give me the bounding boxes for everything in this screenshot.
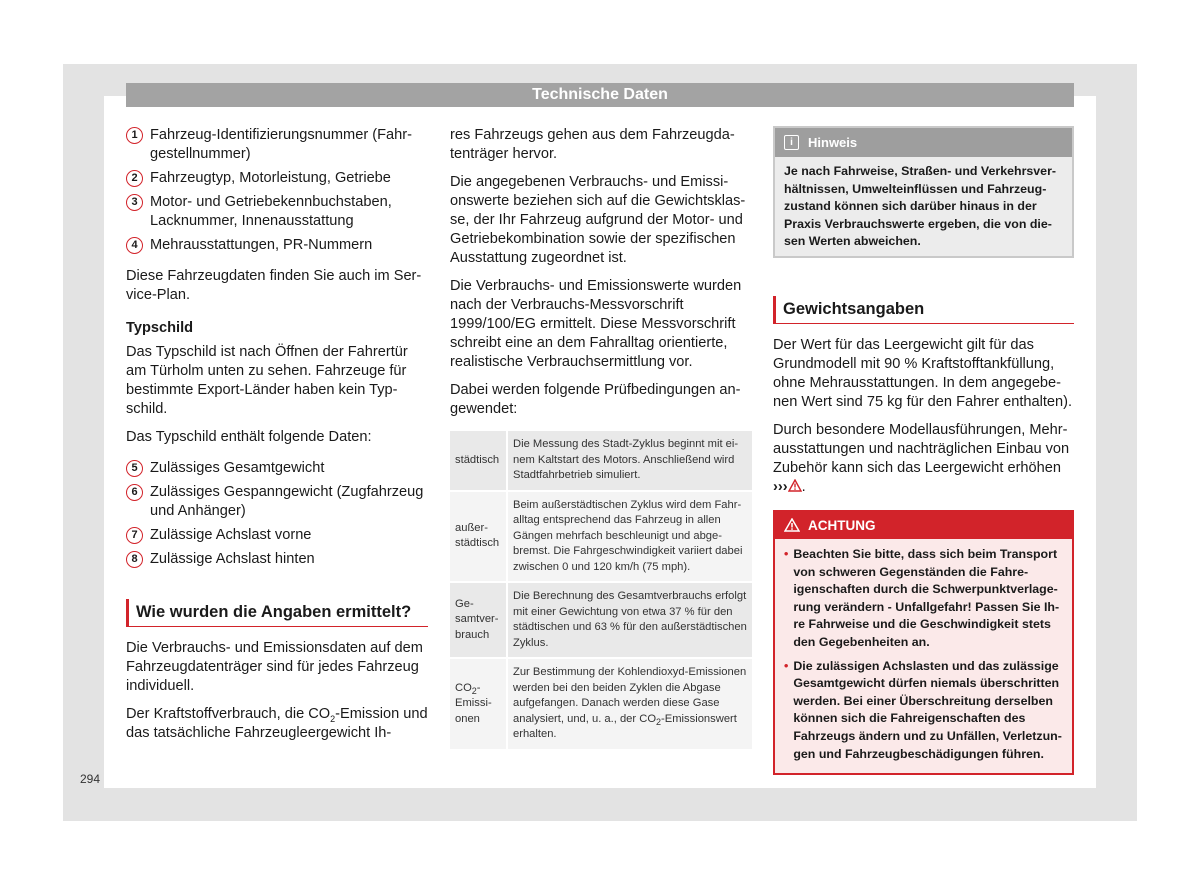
text-run: Durch besondere Modellausführungen, Mehrausstattungen und nachträglichen Einbau von Zubehör kann sich das Leergewicht erhöhen (773, 421, 1070, 476)
table-cell-value: Die Berechnung des Gesamtverbrauchs erfolgt mit einer Gewichtung von etwa 37 % für den städtischen und 63 % für den außerstädtischen Zyklus. (508, 583, 752, 657)
table-cell-key: außerstädtisch (450, 492, 508, 582)
list-item-text: Zulässige Achslast hinten (150, 551, 315, 567)
note-box (773, 126, 1074, 258)
cross-reference-arrows[interactable]: ››› (773, 478, 788, 495)
numbered-list-vin (126, 126, 428, 255)
list-item (126, 483, 428, 521)
service-plan-paragraph: Diese Fahrzeugdaten finden Sie auch im Service-Plan. (126, 268, 422, 303)
bullet-dot: • (784, 658, 789, 673)
chapter-header: Technische Daten (126, 83, 1074, 107)
callout-number: 3 (126, 194, 143, 211)
text-run: Der Kraftstoffverbrauch, die CO (126, 706, 331, 722)
text-run: -Emission und das tatsächliche Fahrzeugleergewicht Ih- (126, 706, 428, 741)
text-run: Zur Bestimmung der Kohlendioxyd-Emissionen werden bei den beiden Zyklen die Abgase aufgefangen. Danach werden diese Gase analysiert, und, u. a., der CO (513, 666, 747, 725)
text-run: . (801, 478, 806, 495)
table-cell-key (450, 659, 508, 749)
paragraph: Die Verbrauchs- und Emissionswerte wurden nach der Verbrauchs-Messvorschrift 1999/100/EG ermittelt. Diese Messvorschrift schreibt eine an dem Fahralltag orientierte, realistische Verbrauchsermittlung vor. (450, 278, 742, 370)
subscript: 2 (471, 685, 477, 696)
table-cell-value: Beim außerstädtischen Zyklus wird dem Fahralltag entsprechend das Fahrzeug in allen Gängen mehrfach beschleunigt und abgebremst. Die Fahrgeschwindigkeit variiert dabei zwischen 0 und 120 km/h (75 mph). (508, 492, 752, 582)
paragraph: Der Wert für das Leergewicht gilt für das Grundmodell mit 90 % Kraftstofftankfüllung, ohne Mehrausstattungen. In dem angegebenen Wert sind 75 kg für den Fahrer enthalten). (773, 336, 1073, 410)
paragraph: Die angegebenen Verbrauchs- und Emissionswerte beziehen sich auf die Gewichtsklasse, der Ihr Fahrzeug aufgrund der Motor- und Getriebekombination sowie der spezifischen Ausstattung zugeordnet ist. (450, 174, 746, 266)
list-item-text: Fahrzeugtyp, Motorleistung, Getriebe (150, 170, 391, 186)
text-run: -Emissionswert erhalten. (513, 712, 737, 740)
warning-triangle-icon (788, 479, 802, 492)
list-item (126, 193, 428, 231)
info-icon: i (784, 135, 799, 150)
table-row (450, 659, 752, 749)
list-item (126, 236, 428, 255)
list-item (126, 459, 428, 478)
warning-triangle-icon (784, 518, 800, 532)
page-number: 294 (80, 772, 101, 786)
warning-bullet (784, 658, 1063, 764)
table-cell-key: städtisch (450, 431, 508, 490)
paragraph (773, 421, 1074, 497)
callout-number: 6 (126, 484, 143, 501)
callout-number: 2 (126, 170, 143, 187)
paragraph: res Fahrzeugs gehen aus dem Fahrzeugdatenträger hervor. (450, 127, 735, 162)
subscript: 2 (656, 716, 662, 727)
table-row (450, 583, 752, 657)
column-3 (773, 126, 1074, 775)
table-row (450, 492, 752, 582)
list-item (126, 169, 428, 188)
text-run: CO (455, 681, 472, 694)
list-item-text: Mehrausstattungen, PR-Nummern (150, 237, 373, 253)
warning-body (775, 539, 1072, 773)
list-item (126, 126, 428, 164)
note-label: Hinweis (808, 135, 858, 150)
table-row (450, 431, 752, 490)
list-item-text: Zulässiges Gesamtgewicht (150, 460, 325, 476)
numbered-list-typschild (126, 459, 428, 569)
warning-label: ACHTUNG (808, 517, 876, 533)
subscript: 2 (330, 713, 336, 724)
paragraph: Dabei werden folgende Prüfbedingungen angewendet: (450, 382, 741, 417)
section-paragraph: Die Verbrauchs- und Emissionsdaten auf dem Fahrzeugdatenträger sind für jedes Fahrzeug individuell. (126, 640, 423, 694)
list-item-text: Motor- und Getriebekennbuchstaben, Lacknummer, Innenausstattung (150, 194, 392, 229)
text-run: -Emissionen (455, 681, 492, 725)
list-item (126, 550, 428, 569)
warning-bullet-text: Beachten Sie bitte, dass sich beim Transport von schweren Gegenständen die Fahreigenschaften durch die Schwerpunktverlagerung verändern - Unfallgefahr! Passen Sie Ihre Fahrweise und die Geschwindigkeit stets den Gegebenheiten an. (793, 546, 1060, 649)
warning-bullet-text: Die zulässigen Achslasten und das zulässige Gesamtgewicht dürfen niemals überschritten werden. Bei einer Überschreitung derselben können sich die Fahreigenschaften des Fahrzeugs ändern und zu Unfällen, Verletzungen und Fahrzeugbeschädigungen führen. (793, 658, 1062, 761)
list-item-text: Zulässige Achslast vorne (150, 527, 312, 543)
list-item-text: Fahrzeug-Identifizierungsnummer (Fahrgestellnummer) (150, 127, 412, 162)
bullet-dot: • (784, 546, 789, 561)
test-conditions-table (450, 429, 752, 751)
column-1 (126, 126, 428, 752)
table-cell-value: Die Messung des Stadt-Zyklus beginnt mit einem Kaltstart des Motors. Anschließend wird Stadtfahrbetrieb simuliert. (508, 431, 752, 490)
callout-number: 1 (126, 127, 143, 144)
list-item (126, 526, 428, 545)
warning-box (773, 510, 1074, 775)
list-item-text: Zulässiges Gespanngewicht (Zugfahrzeug und Anhänger) (150, 484, 424, 519)
section-paragraph (126, 705, 428, 743)
section-title-gewicht: Gewichtsangaben (773, 296, 1074, 324)
section-title-ermittlung: Wie wurden die Angaben ermittelt? (126, 599, 428, 627)
callout-number: 7 (126, 527, 143, 544)
typschild-heading: Typschild (126, 320, 194, 336)
typschild-paragraph: Das Typschild ist nach Öffnen der Fahrertür am Türholm unten zu sehen. Fahrzeuge für bestimmte Export-Länder haben kein Typschild. (126, 344, 408, 417)
warning-header (775, 512, 1072, 539)
callout-number: 5 (126, 460, 143, 477)
note-header (775, 128, 1072, 157)
callout-number: 8 (126, 551, 143, 568)
column-2 (450, 126, 752, 751)
table-cell-value (508, 659, 752, 749)
callout-number: 4 (126, 237, 143, 254)
warning-bullet (784, 546, 1063, 652)
note-text: Je nach Fahrweise, Straßen- und Verkehrsverhältnissen, Umwelteinflüssen und Fahrzeugzustand können sich darüber hinaus in der Praxis Verbrauchswerte ergeben, die von diesen Werten abweichen. (784, 164, 1057, 249)
table-cell-key: Gesamtverbrauch (450, 583, 508, 657)
typschild-data-intro: Das Typschild enthält folgende Daten: (126, 429, 372, 445)
